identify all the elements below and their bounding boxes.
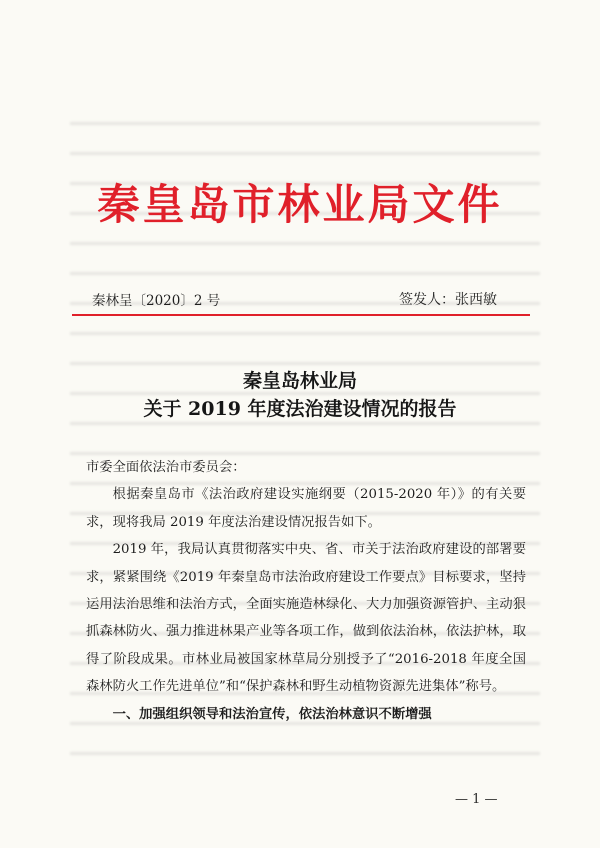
signer-label: 签发人：张西敏 <box>399 292 497 308</box>
paragraph-1: 根据秦皇岛市《法治政府建设实施纲要（2015-2020 年）》的有关要求，现将我局 2019 年度法治建设情况报告如下。 <box>86 487 526 530</box>
document-number: 秦林呈〔2020〕2 号 <box>92 293 221 309</box>
page-number: — 1 — <box>455 792 498 807</box>
report-body <box>86 454 526 728</box>
document-header-title: 秦皇岛市林业局文件 <box>97 180 503 229</box>
paragraph-2: 2019 年，我局认真贯彻落实中央、省、市关于法治政府建设的部署要求，紧紧围绕《2019 年秦皇岛市法治政府建设工作要点》目标要求，坚持运用法治思维和法治方式，全面实施造林绿化、大力加强资源管护、主动狠抓森林防火、强力推进林果产业等各项工作，做到依法治林，依法护林，取得了阶段成果。市林业局被国家林草局分别授予了“2016-2018 年度全国森林防火工作先进单位”和“保护森林和野生动植物资源先进集体”称号。 <box>86 542 526 695</box>
section-heading-1: 一、加强组织领导和法治宣传，依法治林意识不断增强 <box>112 706 432 722</box>
salutation: 市委全面依法治市委员会： <box>86 460 246 475</box>
red-divider-line <box>72 314 530 316</box>
report-title-line-2: 关于 2019 年度法治建设情况的报告 <box>143 398 457 420</box>
report-title-line-1: 秦皇岛林业局 <box>242 370 357 392</box>
